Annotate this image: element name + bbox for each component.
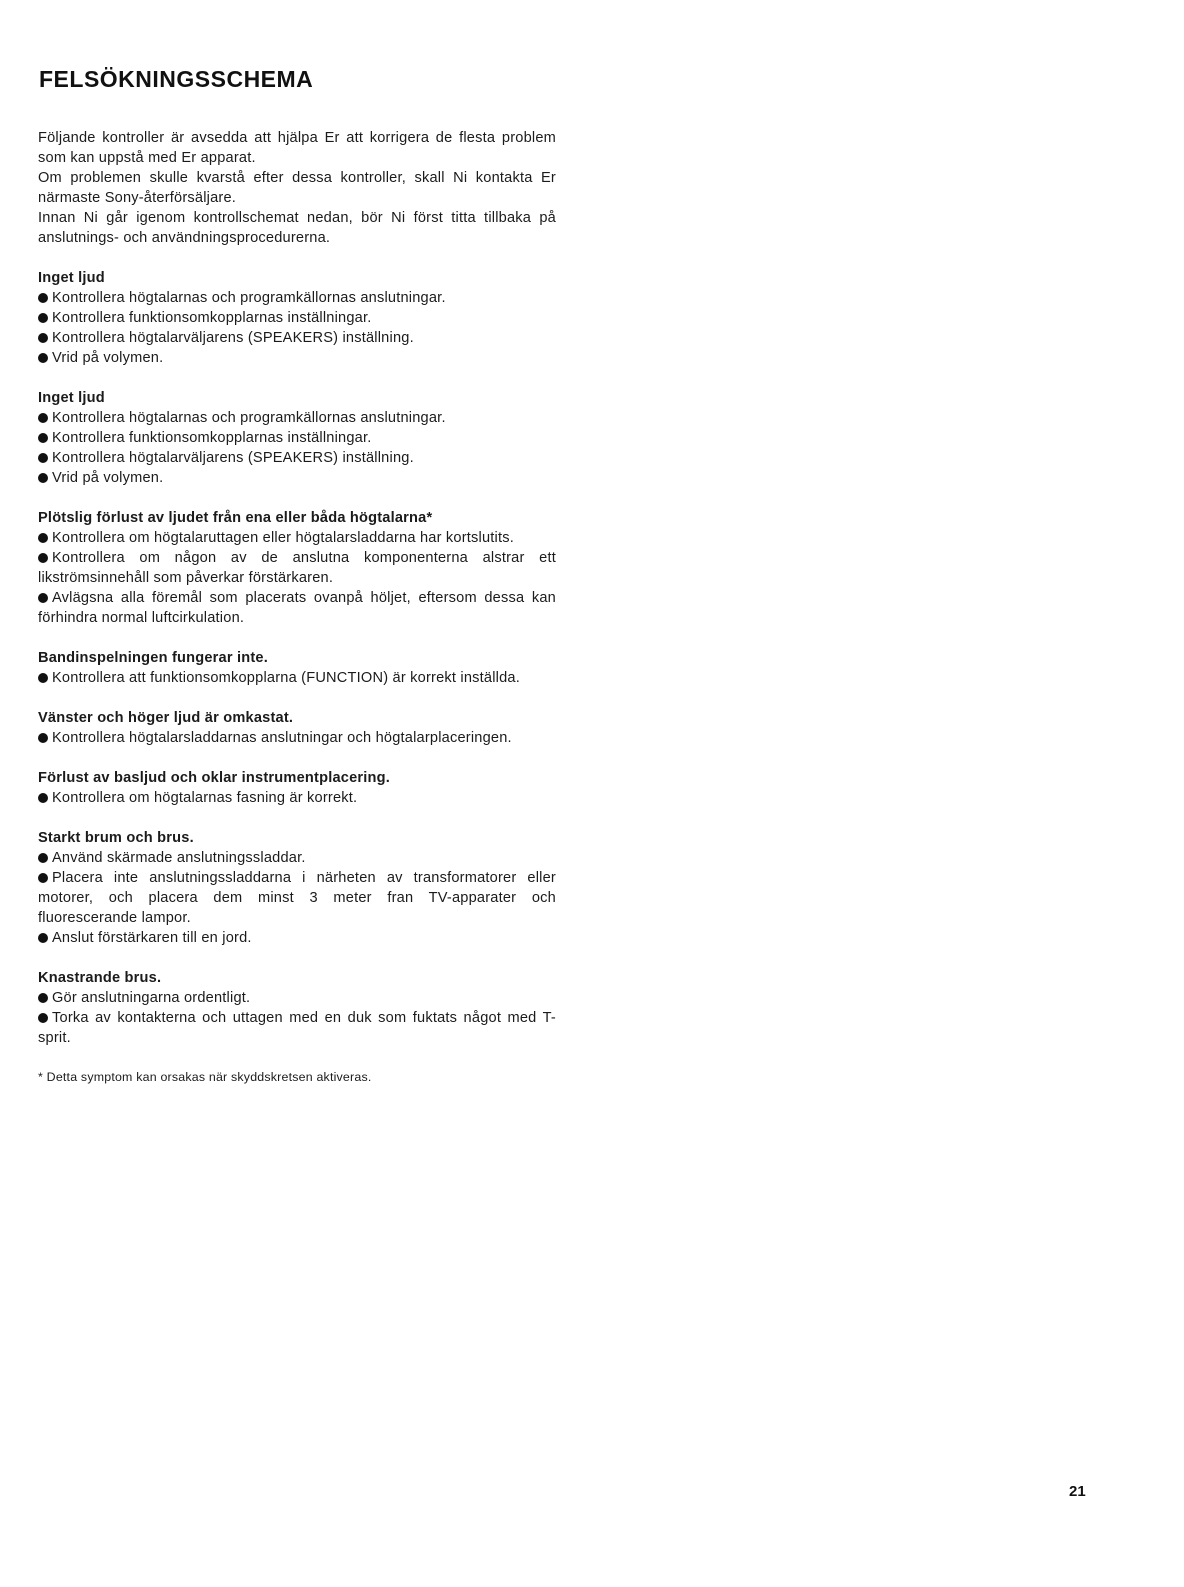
bullet-item: Gör anslutningarna ordentligt. bbox=[38, 988, 556, 1008]
bullet-item: Använd skärmade anslutningssladdar. bbox=[38, 848, 556, 868]
bullet-item: Placera inte anslutningssladdarna i närheten av transformatorer eller motorer, och placera dem minst 3 meter fran TV-apparater och fluorescerande lampor. bbox=[38, 870, 556, 926]
bullet-item: Anslut förstärkaren till en jord. bbox=[38, 928, 556, 948]
bullet-dot-icon bbox=[38, 433, 48, 443]
bullet-dot-icon bbox=[38, 733, 48, 743]
troubleshooting-content bbox=[38, 128, 556, 1086]
bullet-dot-icon bbox=[38, 1013, 48, 1023]
bullet-dot-icon bbox=[38, 453, 48, 463]
section-no-sound-1 bbox=[38, 268, 556, 368]
section-no-sound-2 bbox=[38, 388, 556, 488]
bullet-dot-icon bbox=[38, 553, 48, 563]
bullet-item: Kontrollera funktionsomkopplarnas inställningar. bbox=[38, 428, 556, 448]
section-tape-recording bbox=[38, 648, 556, 688]
bullet-dot-icon bbox=[38, 593, 48, 603]
section-sudden-loss bbox=[38, 508, 556, 628]
bullet-item: Avlägsna alla föremål som placerats ovanpå höljet, eftersom dessa kan förhindra normal luftcirkulation. bbox=[38, 590, 556, 626]
intro-paragraph: Innan Ni går igenom kontrollschemat nedan, bör Ni först titta tillbaka på anslutnings- och användningsprocedurerna. bbox=[38, 210, 556, 246]
bullet-dot-icon bbox=[38, 333, 48, 343]
bullet-dot-icon bbox=[38, 993, 48, 1003]
bullet-item: Kontrollera högtalarväljarens (SPEAKERS) inställning. bbox=[38, 328, 556, 348]
section-left-right-swapped bbox=[38, 708, 556, 748]
section-heading: Knastrande brus. bbox=[38, 970, 162, 986]
section-heading: Starkt brum och brus. bbox=[38, 830, 194, 846]
page-title: FELSÖKNINGSSCHEMA bbox=[39, 66, 314, 92]
section-heading: Bandinspelningen fungerar inte. bbox=[38, 650, 268, 666]
bullet-dot-icon bbox=[38, 293, 48, 303]
bullet-item: Kontrollera om högtalaruttagen eller högtalarsladdarna har kortslutits. bbox=[38, 528, 556, 548]
intro-paragraph: Om problemen skulle kvarstå efter dessa kontroller, skall Ni kontakta Er närmaste Sony-återförsäljare. bbox=[38, 170, 556, 206]
intro-paragraph: Följande kontroller är avsedda att hjälpa Er att korrigera de flesta problem som kan uppstå med Er apparat. bbox=[38, 130, 556, 166]
bullet-item: Kontrollera högtalarnas och programkällornas anslutningar. bbox=[38, 288, 556, 308]
section-heading: Inget ljud bbox=[38, 390, 105, 406]
bullet-dot-icon bbox=[38, 413, 48, 423]
bullet-dot-icon bbox=[38, 473, 48, 483]
section-hum-noise bbox=[38, 828, 556, 948]
bullet-dot-icon bbox=[38, 853, 48, 863]
section-heading: Plötslig förlust av ljudet från ena eller båda högtalarna* bbox=[38, 510, 433, 526]
bullet-item: Vrid på volymen. bbox=[38, 348, 556, 368]
bullet-item: Vrid på volymen. bbox=[38, 468, 556, 488]
bullet-item: Kontrollera högtalarsladdarnas anslutningar och högtalarplaceringen. bbox=[38, 728, 556, 748]
intro-text bbox=[38, 128, 556, 248]
bullet-item: Kontrollera högtalarnas och programkällornas anslutningar. bbox=[38, 408, 556, 428]
page-number: 21 bbox=[1069, 1483, 1086, 1500]
section-heading: Inget ljud bbox=[38, 270, 105, 286]
section-crackling-noise bbox=[38, 968, 556, 1048]
bullet-dot-icon bbox=[38, 793, 48, 803]
bullet-dot-icon bbox=[38, 933, 48, 943]
bullet-item: Kontrollera om någon av de anslutna komponenterna alstrar ett likströmsinnehåll som påverkar förstärkaren. bbox=[38, 550, 556, 586]
bullet-dot-icon bbox=[38, 353, 48, 363]
bullet-item: Torka av kontakterna och uttagen med en duk som fuktats något med T-sprit. bbox=[38, 1010, 556, 1046]
bullet-dot-icon bbox=[38, 873, 48, 883]
section-heading: Förlust av basljud och oklar instrumentplacering. bbox=[38, 770, 391, 786]
section-bass-loss bbox=[38, 768, 556, 808]
bullet-item: Kontrollera att funktionsomkopplarna (FUNCTION) är korrekt inställda. bbox=[38, 668, 556, 688]
bullet-dot-icon bbox=[38, 673, 48, 683]
footnote: * Detta symptom kan orsakas när skyddskretsen aktiveras. bbox=[38, 1070, 372, 1084]
bullet-item: Kontrollera funktionsomkopplarnas inställningar. bbox=[38, 308, 556, 328]
bullet-dot-icon bbox=[38, 533, 48, 543]
section-heading: Vänster och höger ljud är omkastat. bbox=[38, 710, 294, 726]
bullet-item: Kontrollera högtalarväljarens (SPEAKERS) inställning. bbox=[38, 448, 556, 468]
bullet-item: Kontrollera om högtalarnas fasning är korrekt. bbox=[38, 788, 556, 808]
bullet-dot-icon bbox=[38, 313, 48, 323]
